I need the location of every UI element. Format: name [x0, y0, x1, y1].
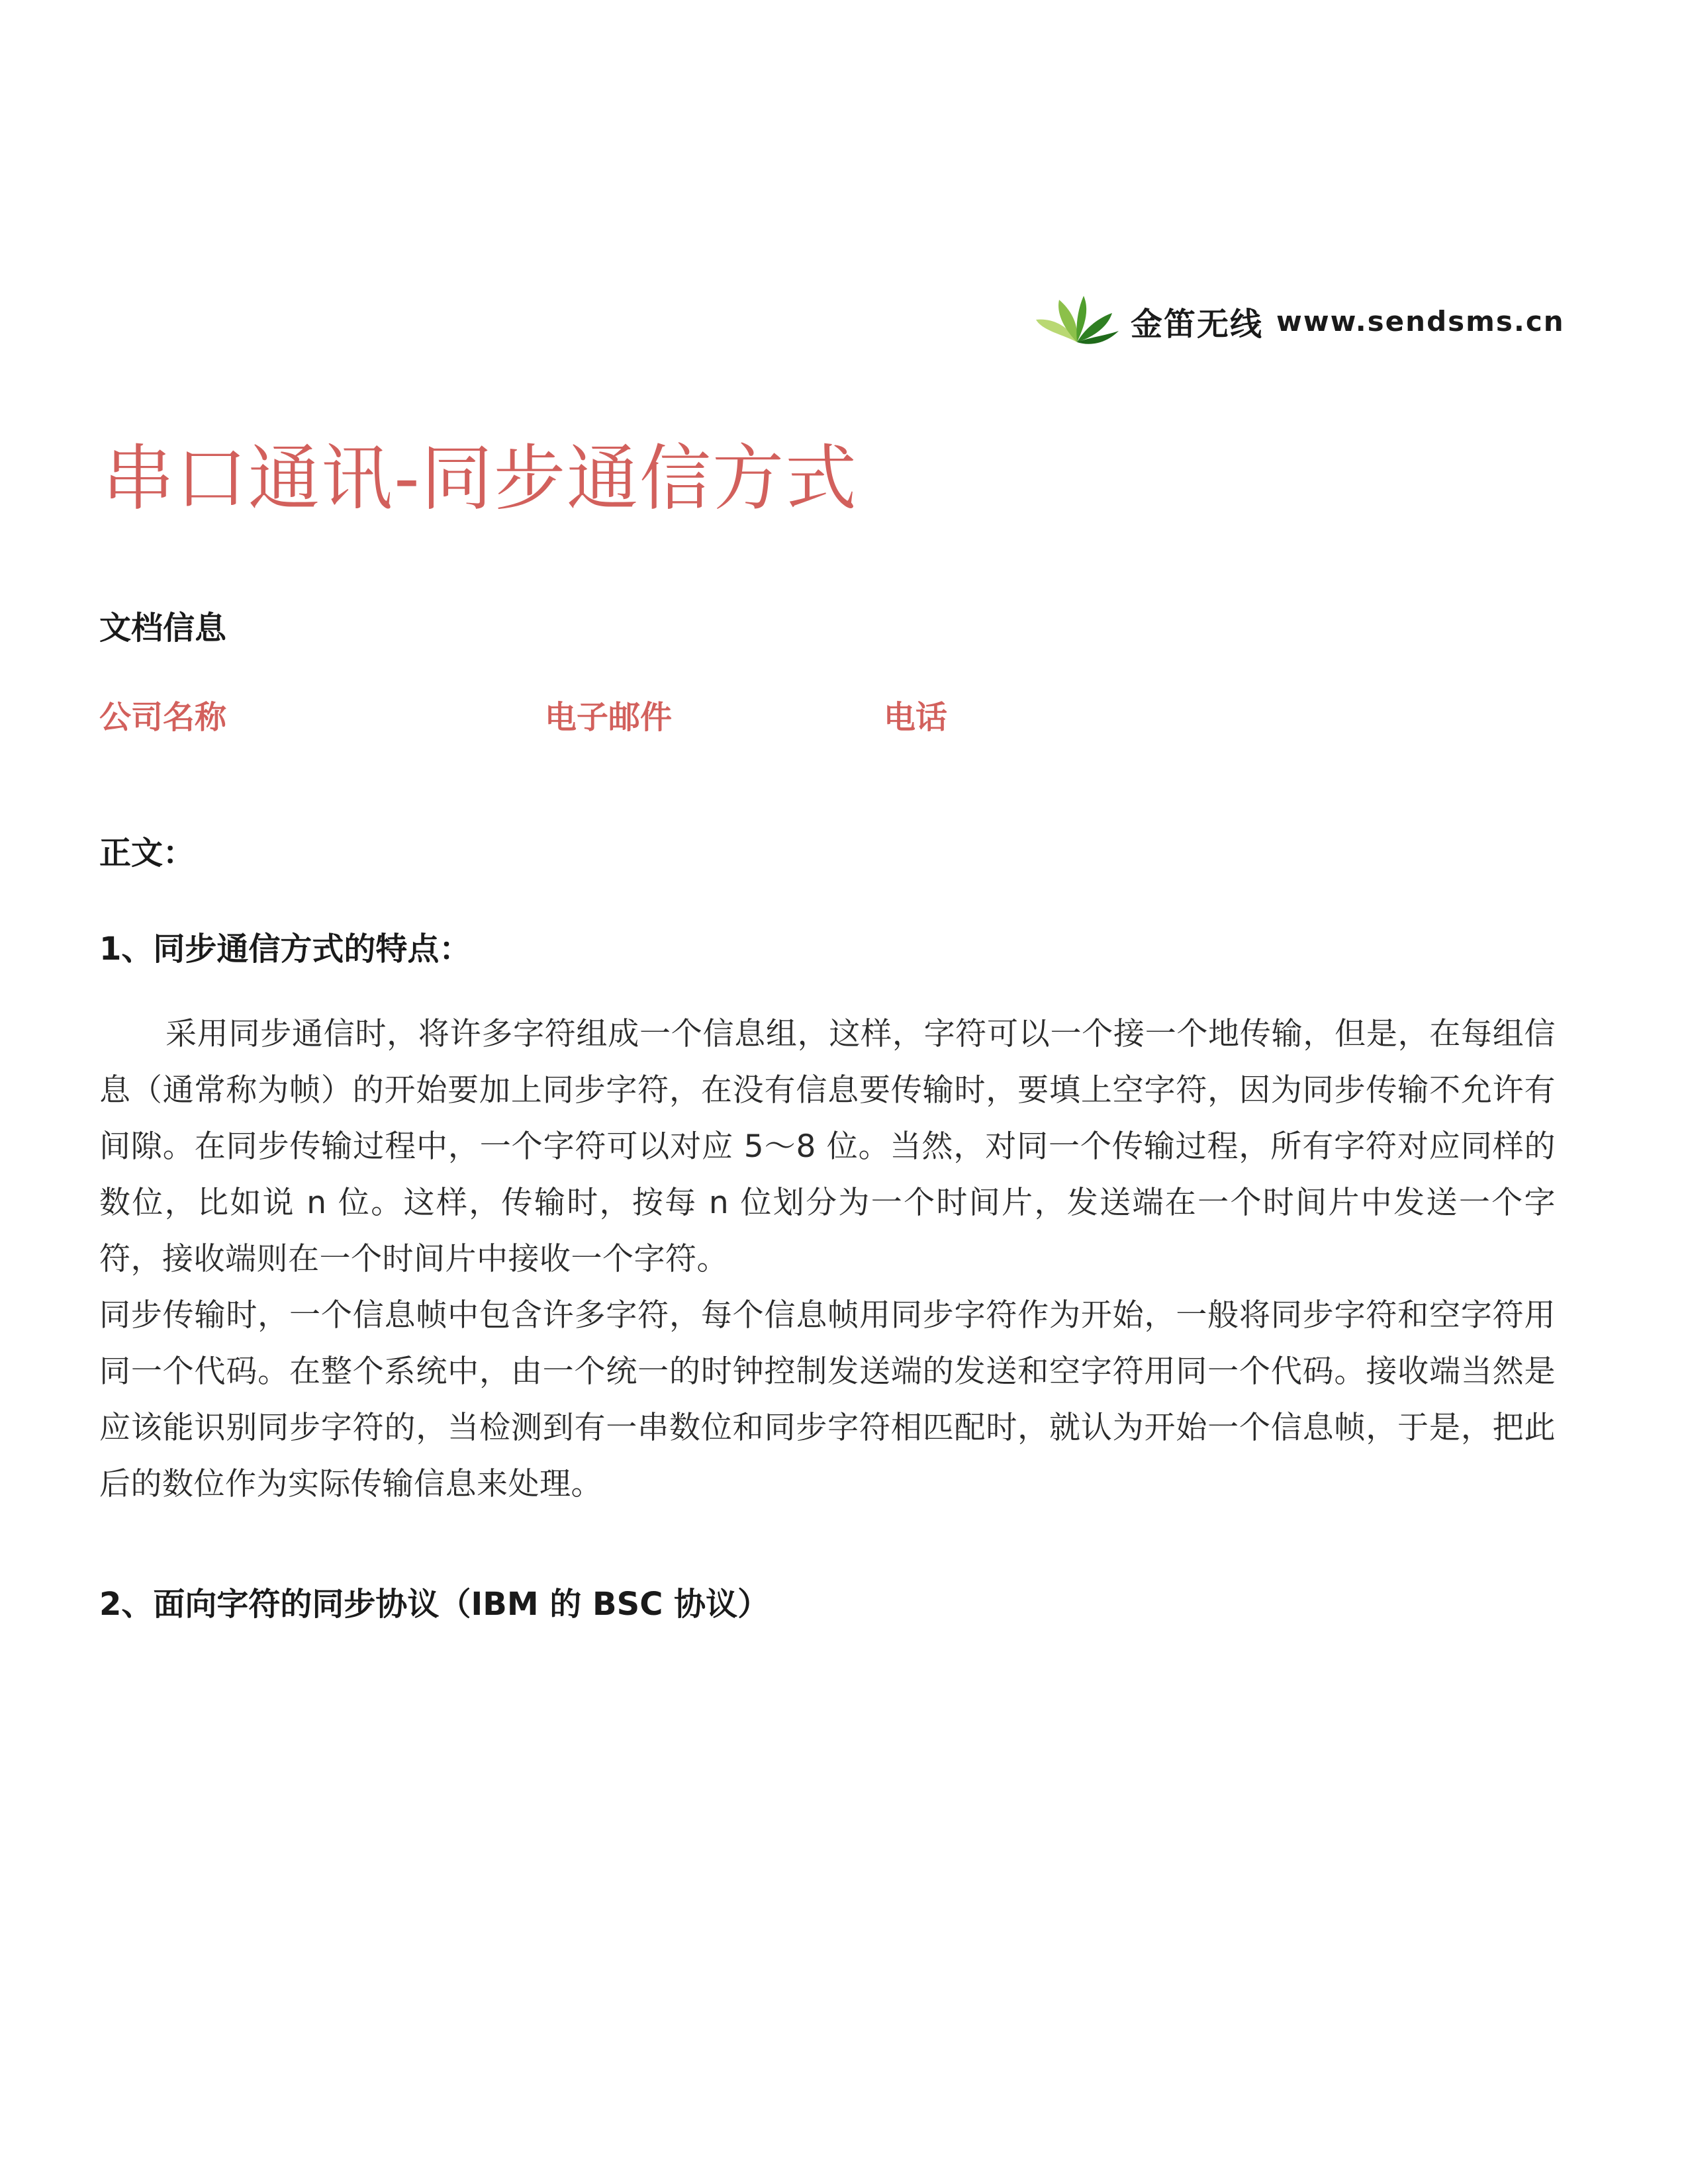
brand-header	[1036, 295, 1565, 347]
doc-info-heading: 文档信息	[99, 610, 227, 647]
body-heading: 正文：	[99, 835, 195, 872]
company-name-label: 公司名称	[99, 699, 227, 736]
green-leaves-logo-icon	[1036, 295, 1119, 347]
paragraph-2: 同步传输时，一个信息帧中包含许多字符，每个信息帧用同步字符作为开始，一般将同步字符和空字符用同一个代码。在整个系统中，由一个统一的时钟控制发送端的发送和空字符用同一个代码。接收端当然是应该能识别同步字符的，当检测到有一串数位和同步字符相匹配时，就认为开始一个信息帧，于是，把此后的数位作为实际传输信息来处理。	[99, 1297, 1556, 1502]
section-1-heading: 1、同步通信方式的特点：	[99, 931, 471, 968]
brand-name: 金笛无线	[1131, 305, 1264, 343]
brand-url: www.sendsms.cn	[1276, 304, 1565, 338]
phone-label: 电话	[884, 699, 948, 736]
paragraph-1: 采用同步通信时，将许多字符组成一个信息组，这样，字符可以一个接一个地传输，但是，在每组信息（通常称为帧）的开始要加上同步字符，在没有信息要传输时，要填上空字符，因为同步传输不允许有间隙。在同步传输过程中，一个字符可以对应 5～8 位。当然，对同一个传输过程，所有字符对应同样的数位，比如说 n 位。这样，传输时，按每 n 位划分为一个时间片，发送端在一个时间片中发送一个字符，接收端则在一个时间片中接收一个字符。	[99, 1016, 1556, 1277]
email-label: 电子邮件	[545, 699, 673, 736]
section-2-heading: 2、面向字符的同步协议（IBM 的 BSC 协议）	[99, 1586, 770, 1623]
document-title: 串口通讯-同步通信方式	[103, 437, 858, 520]
